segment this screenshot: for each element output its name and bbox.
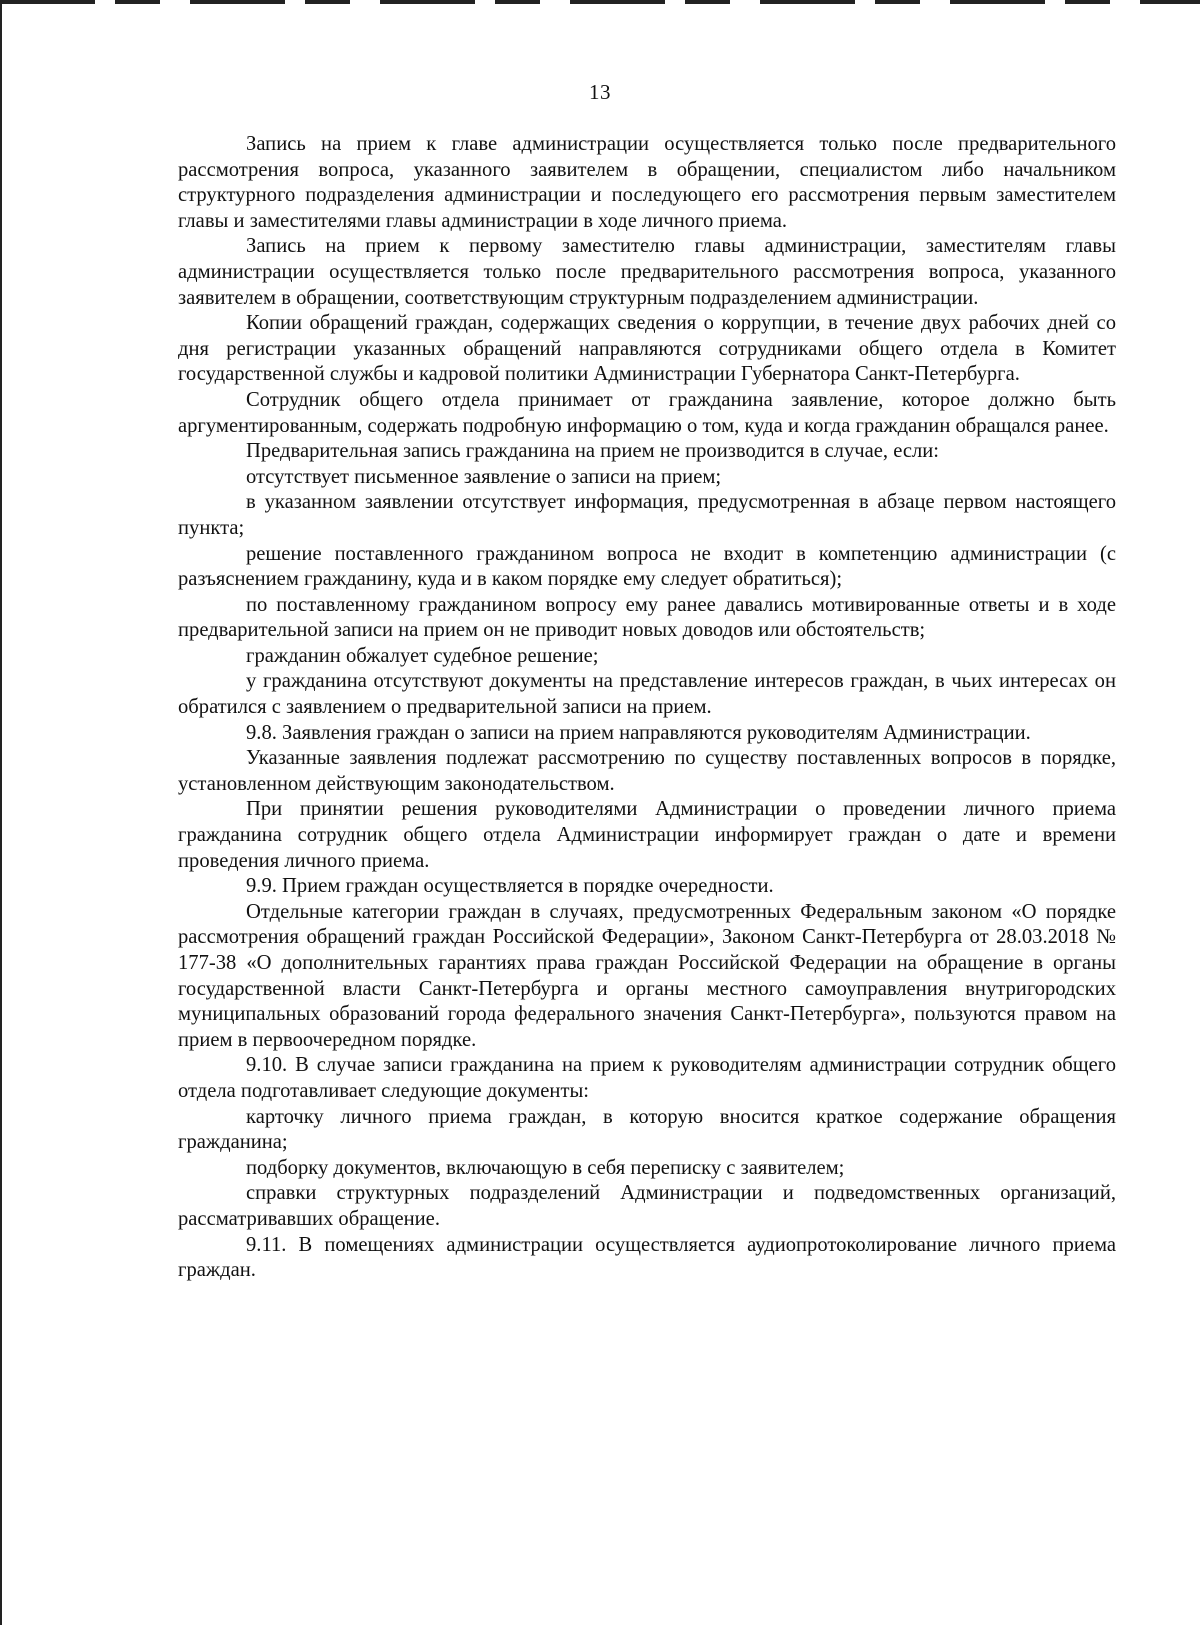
paragraph: Запись на прием к первому заместителю главы администрации, заместителям главы администрации осуществляется только после предварительного рассмотрения вопроса, указанного заявителем в обращении, соответствующим структурным подразделением администрации.	[178, 235, 1116, 309]
paragraph: Запись на прием к главе администрации осуществляется только после предварительного рассмотрения вопроса, указанного заявителем в обращении, специалистом либо начальником структурного подразделения администрации и последующего его рассмотрения первым заместителем главы и заместителями главы администрации в ходе личного приема.	[178, 133, 1116, 232]
list-item: решение поставленного гражданином вопроса не входит в компетенцию администрации (с разъяснением гражданину, куда и в каком порядке ему следует обратиться);	[178, 542, 1116, 591]
page-number: 13	[589, 80, 611, 104]
list-item: гражданин обжалует судебное решение;	[246, 644, 599, 667]
list-item: справки структурных подразделений Администрации и подведомственных организаций, рассматривавших обращение.	[178, 1182, 1116, 1230]
paragraph: При принятии решения руководителями Администрации о проведении личного приема гражданина сотрудник общего отдела Администрации информирует граждан о дате и времени проведения личного приема.	[178, 798, 1116, 872]
section-9-8: 9.8. Заявления граждан о записи на прием направляются руководителям Администрации.	[246, 721, 1031, 744]
paragraph: Указанные заявления подлежат рассмотрению по существу поставленных вопросов в порядке, установленном действующим законодательством.	[178, 747, 1116, 795]
section-9-11: 9.11. В помещениях администрации осуществляется аудиопротоколирование личного приема граждан.	[178, 1233, 1116, 1282]
list-item: у гражданина отсутствуют документы на представление интересов граждан, в чьих интересах он обратился с заявлением о предварительной записи на прием.	[178, 670, 1116, 719]
paragraph: Копии обращений граждан, содержащих сведения о коррупции, в течение двух рабочих дней со дня регистрации указанных обращений направляются сотрудниками общего отдела в Комитет государственной службы и кадровой политики Администрации Губернатора Санкт-Петербурга.	[178, 312, 1116, 386]
paragraph: Предварительная запись гражданина на прием не производится в случае, если:	[246, 440, 940, 463]
list-item: в указанном заявлении отсутствует информация, предусмотренная в абзаце первом настоящего пункта;	[178, 491, 1116, 539]
scan-top-edge	[0, 0, 1200, 4]
list-item: карточку личного приема граждан, в которую вносится краткое содержание обращения гражданина;	[178, 1105, 1116, 1154]
section-9-9: 9.9. Прием граждан осуществляется в порядке очередности.	[246, 875, 774, 898]
section-9-10: 9.10. В случае записи гражданина на прием к руководителям администрации сотрудник общего отдела подготавливает следующие документы:	[178, 1054, 1116, 1102]
list-item: подборку документов, включающую в себя переписку с заявителем;	[246, 1156, 845, 1179]
scan-edge-left	[0, 0, 2, 1625]
paragraph: Сотрудник общего отдела принимает от гражданина заявление, которое должно быть аргументированным, содержать подробную информацию о том, куда и когда гражданин обращался ранее.	[178, 388, 1116, 437]
document-body	[178, 132, 1116, 1284]
list-item: по поставленному гражданином вопросу ему ранее давались мотивированные ответы и в ходе предварительной записи на прием он не приводит новых доводов или обстоятельств;	[178, 593, 1116, 642]
list-item: отсутствует письменное заявление о записи на прием;	[246, 465, 722, 488]
paragraph: Отдельные категории граждан в случаях, предусмотренных Федеральным законом «О порядке рассмотрения обращений граждан Российской Федерации», Законом Санкт-Петербурга от 28.03.2018 № 177-38 «О дополнительных гарантиях права граждан Российской Федерации на обращение в органы государственной власти Санкт-Петербурга и органы местного самоуправления внутригородских муниципальных образований города федерального значения Санкт-Петербурга», пользуются правом на прием в первоочередном порядке.	[178, 900, 1116, 1051]
